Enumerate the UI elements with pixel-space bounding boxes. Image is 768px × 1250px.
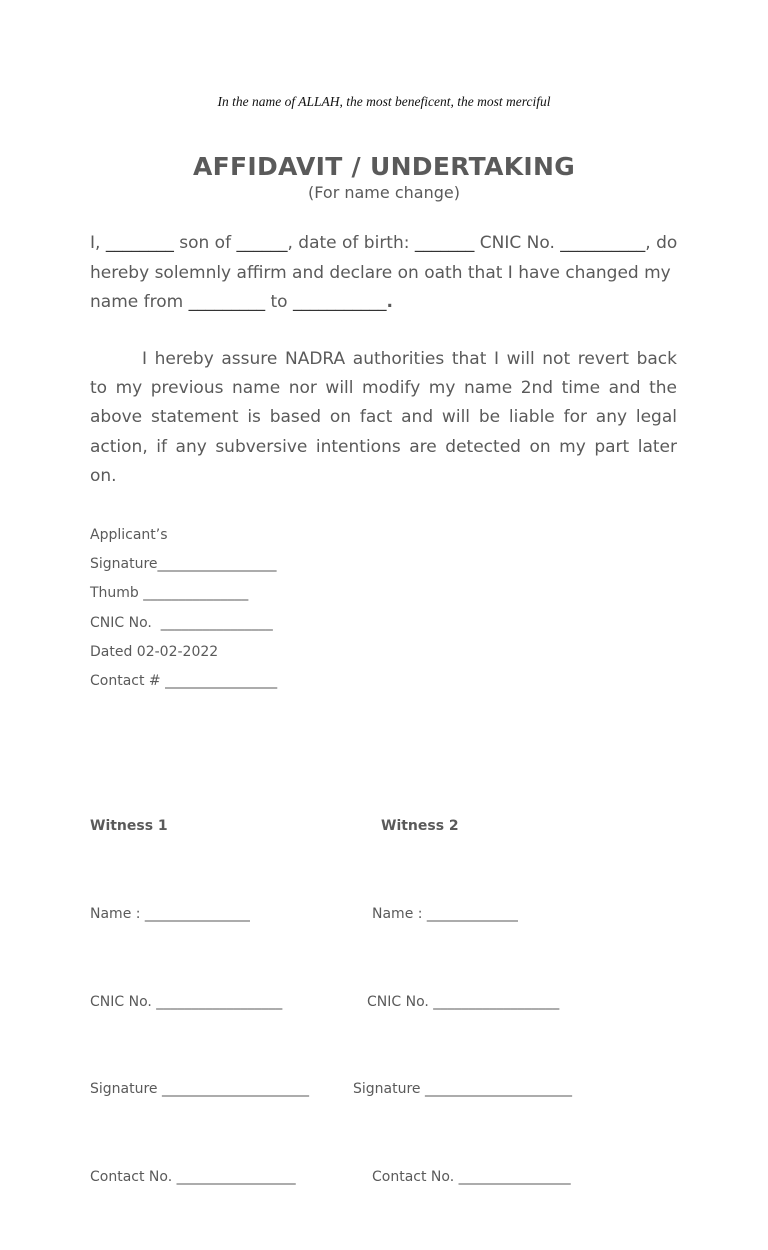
applicant-signature-line: Signature_________________	[90, 556, 277, 573]
declaration-i: I,	[90, 233, 106, 253]
witness-2-signature-line: Signature _____________________	[353, 1081, 572, 1098]
document-title: AFFIDAVIT / UNDERTAKING	[192, 152, 576, 181]
witness-1-contact-line: Contact No. _________________	[90, 1168, 296, 1185]
declaration-affirm: , do hereby solemnly affirm and declare on oath that I have changed my name from	[90, 233, 678, 312]
declaration-son-of: son of	[173, 233, 237, 253]
blank-new-name: ___________	[292, 292, 387, 312]
witness-2-section	[353, 754, 572, 1250]
blank-date-of-birth: _______	[414, 233, 475, 253]
declaration-dob: , date of birth:	[287, 233, 415, 253]
witness-2-name-line: Name : _____________	[372, 906, 518, 923]
declaration-end: .	[386, 292, 393, 312]
witness-1-name-line: Name : _______________	[90, 906, 250, 923]
applicant-dated: Dated 02-02-2022	[90, 643, 219, 660]
applicant-section	[90, 521, 277, 696]
blank-father-name: ______	[236, 233, 288, 253]
applicant-cnic-line: CNIC No. ________________	[90, 614, 273, 631]
bismillah-line: In the name of ALLAH, the most beneficent, the most merciful	[217, 94, 551, 109]
document-subtitle: (For name change)	[308, 183, 460, 202]
assurance-paragraph: I hereby assure NADRA authorities that I will not revert back to my previous name nor will modify my name 2nd time and the above statement is based on fact and will be liable for any legal action, if any subversive intentions are detected on my part later on.	[90, 349, 677, 486]
blank-old-name: _________	[188, 292, 266, 312]
witness-1-cnic-line: CNIC No. __________________	[90, 993, 283, 1010]
applicant-contact-line: Contact # ________________	[90, 673, 278, 690]
applicant-heading: Applicant’s	[90, 527, 168, 543]
blank-name: ________	[105, 233, 174, 253]
declaration-cnic: CNIC No.	[474, 233, 561, 253]
witness-2-cnic-line: CNIC No. __________________	[367, 993, 560, 1010]
witness-1-heading: Witness 1	[90, 818, 168, 835]
applicant-thumb-line: Thumb _______________	[90, 585, 249, 602]
witness-2-heading: Witness 2	[381, 818, 459, 835]
blank-cnic: __________	[560, 233, 646, 253]
witness-2-contact-line: Contact No. ________________	[372, 1168, 571, 1185]
witness-1-section	[90, 754, 309, 1250]
declaration-to: to	[265, 292, 293, 312]
witness-1-signature-line: Signature _____________________	[90, 1081, 309, 1098]
declaration-paragraph	[90, 229, 680, 318]
